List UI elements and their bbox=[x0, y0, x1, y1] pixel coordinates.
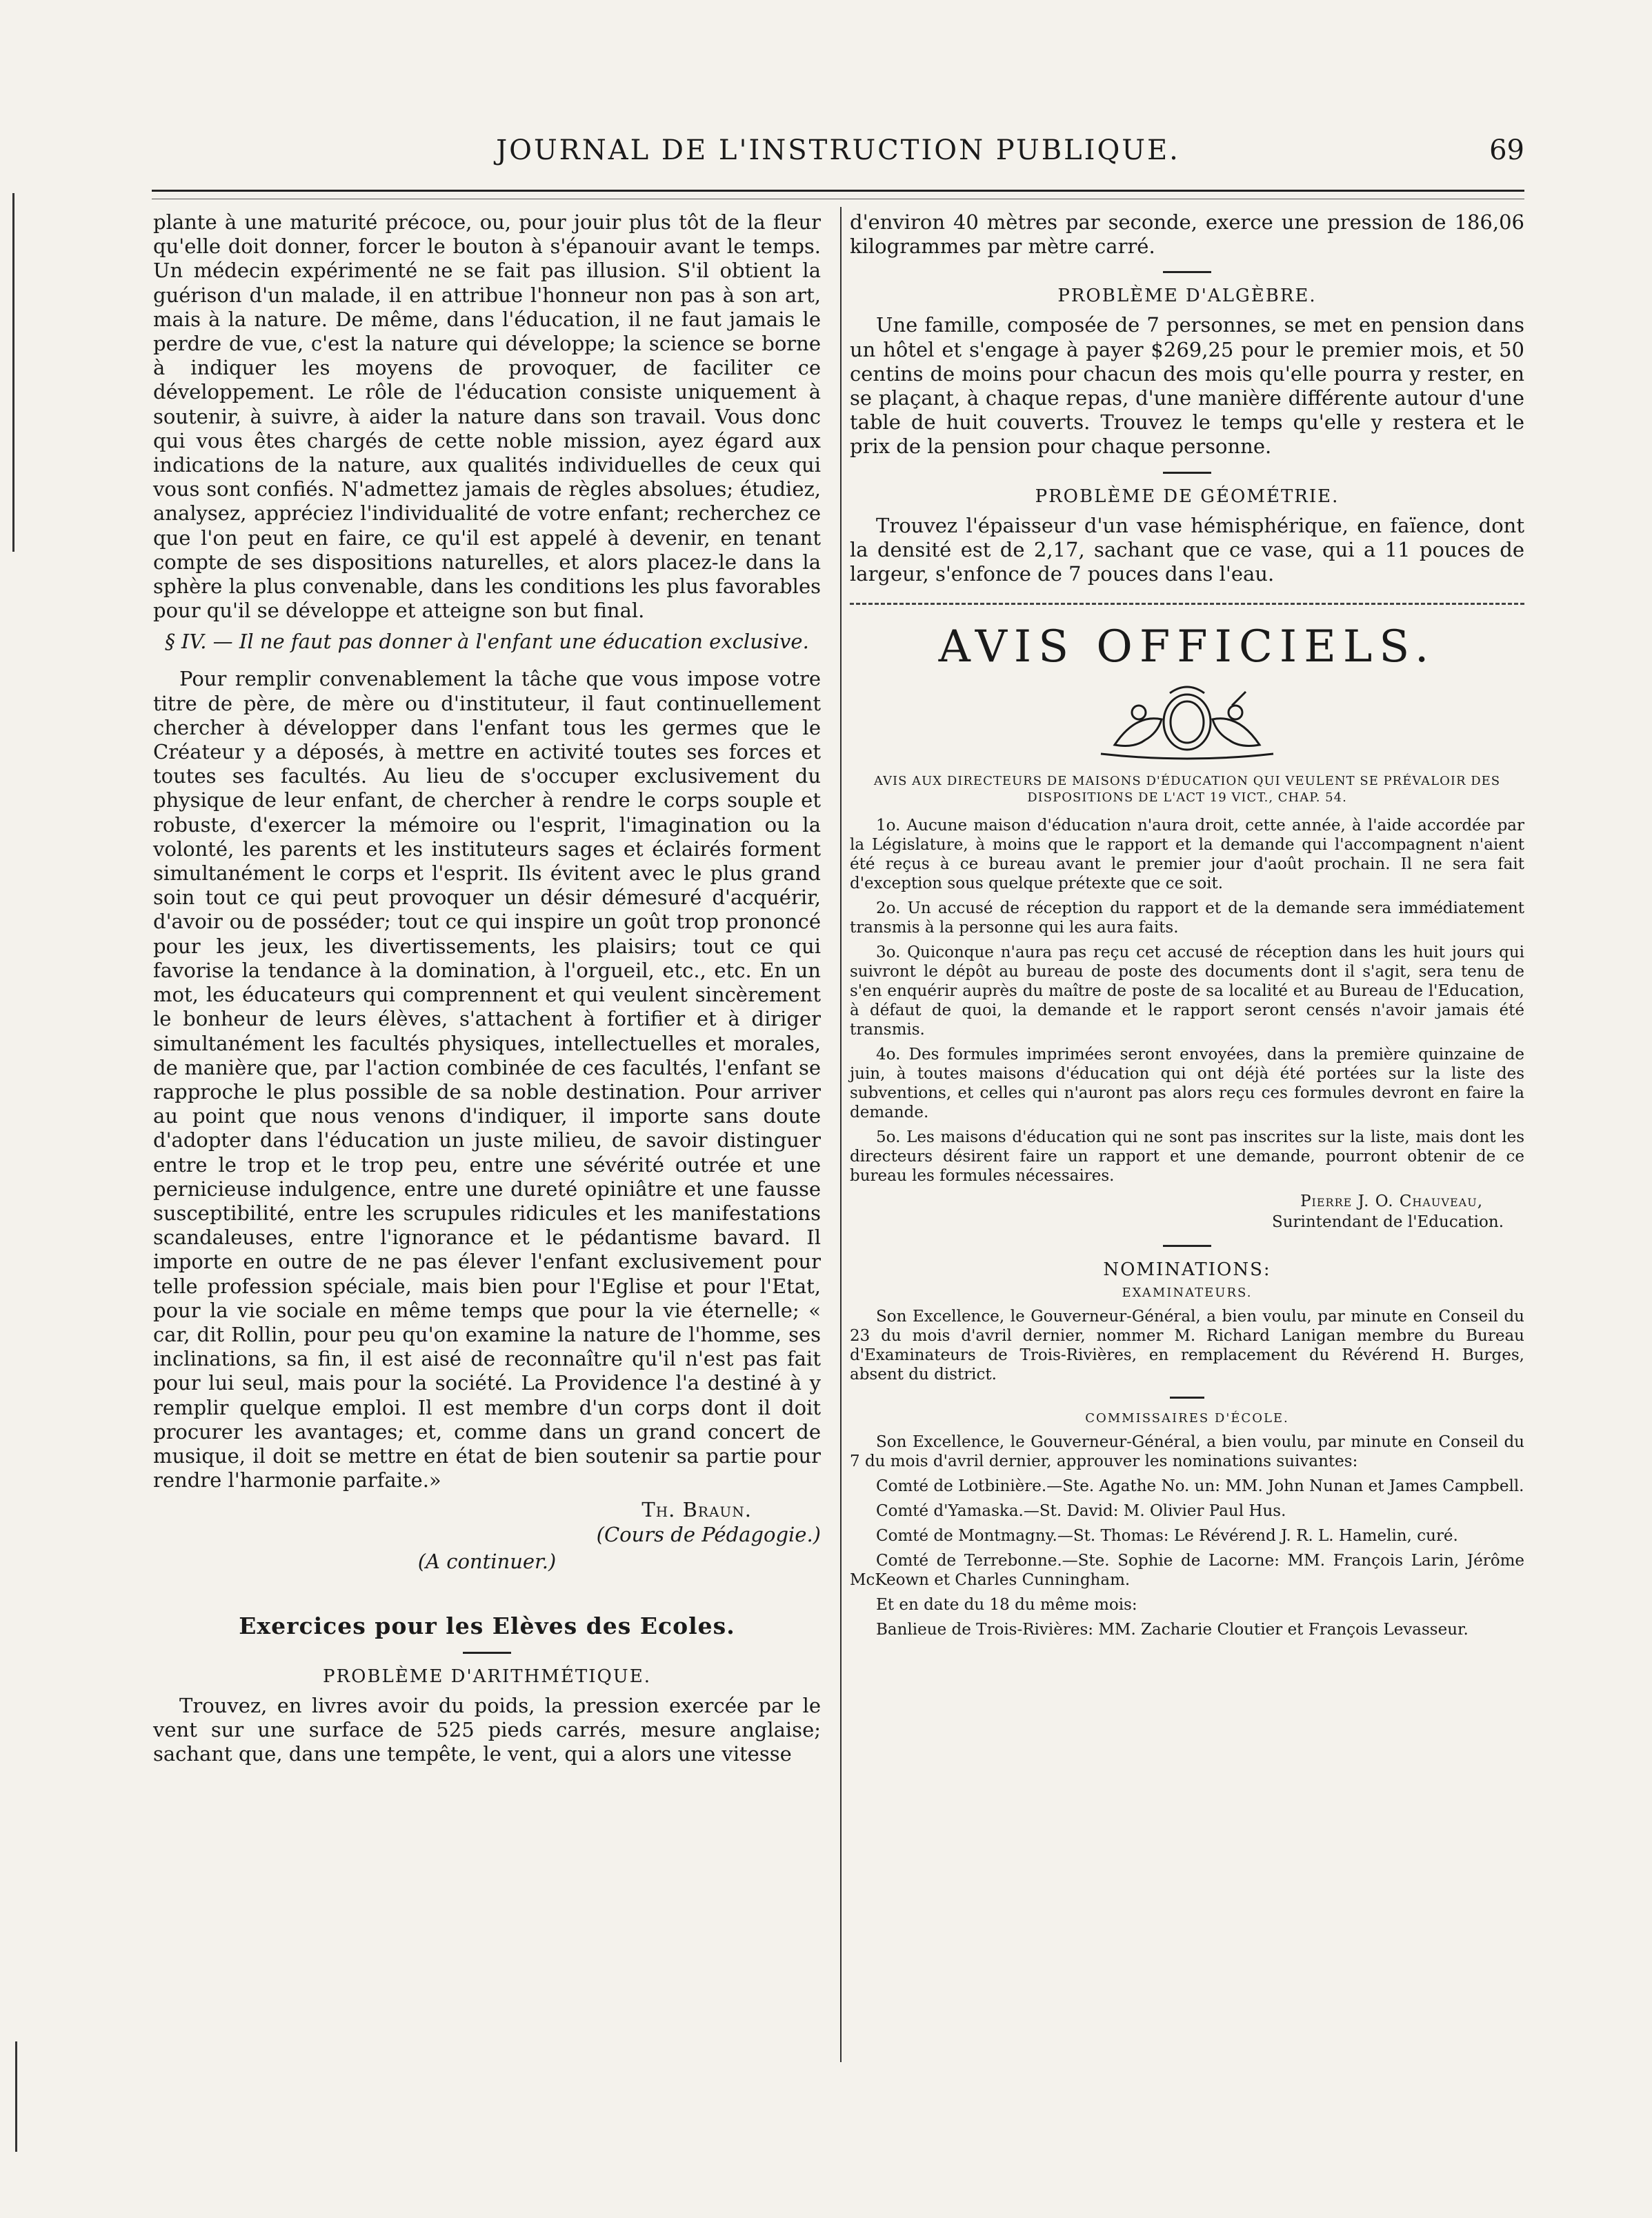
journal-title: JOURNAL DE L'INSTRUCTION PUBLIQUE. bbox=[496, 134, 1180, 166]
right-column bbox=[850, 210, 1524, 1645]
problem-text-continued: d'environ 40 mètres par seconde, exerce une pression de 186,06 kilogrammes par mètre carré. bbox=[850, 210, 1524, 259]
section-title: § IV. — Il ne faut pas donner à l'enfant une éducation exclusive. bbox=[165, 630, 809, 654]
running-header bbox=[152, 134, 1524, 176]
nomination-text: Son Excellence, le Gouverneur-Général, a bien voulu, par minute en Conseil du 23 du mois d'avril dernier, nommer M. Richard Lanigan membre du Bureau d'Examinateurs de Trois-Rivières, en remplacement du Révérend H. Burges, absent du district. bbox=[850, 1308, 1524, 1384]
nomination-item: Banlieue de Trois-Rivières: MM. Zacharie Cloutier et François Levasseur. bbox=[876, 1621, 1469, 1639]
problem-title: PROBLÈME D'ARITHMÉTIQUE. bbox=[323, 1666, 651, 1687]
exercises-title: Exercices pour les Elèves des Ecoles. bbox=[239, 1612, 735, 1639]
notice-item: 5o. Les maisons d'éducation qui ne sont pas inscrites sur la liste, mais dont les directeurs désirent faire un rapport et une demande, pourront obtenir de ce bureau les formules nécessaires. bbox=[850, 1128, 1524, 1186]
problem-text: Trouvez l'épaisseur d'un vase hémisphérique, en faïence, dont la densité est de 2,17, sachant que ce vase, qui a 11 pouces de largeur, s'enfonce de 7 pouces dans l'eau. bbox=[850, 513, 1524, 586]
signature-title: Surintendant de l'Education. bbox=[1271, 1213, 1504, 1232]
nominations-title: NOMINATIONS: bbox=[1103, 1259, 1271, 1281]
examinateurs-title: EXAMINATEURS. bbox=[1122, 1286, 1253, 1301]
avis-officiels-title: AVIS OFFICIELS. bbox=[938, 621, 1436, 673]
nomination-item: Comté de Lotbinière.—Ste. Agathe No. un: MM. John Nunan et James Campbell. bbox=[876, 1477, 1524, 1496]
date-line: Et en date du 18 du même mois: bbox=[876, 1596, 1137, 1615]
section-rule bbox=[850, 603, 1524, 605]
notice-item: 1o. Aucune maison d'éducation n'aura droit, cette année, à l'aide accordée par la Législature, à moins que le rapport et la demande qui l'accompagnent n'aient été reçus à ce bureau avant le premier jour d'août prochain. Il ne sera fait d'exception sous quelque prétexte que ce soit. bbox=[850, 817, 1524, 893]
divider bbox=[1170, 1397, 1204, 1399]
nomination-item: Comté de Montmagny.—St. Thomas: Le Révérend J. R. L. Hamelin, curé. bbox=[876, 1527, 1458, 1546]
divider bbox=[463, 1652, 511, 1654]
left-column bbox=[153, 210, 821, 1772]
page-number: 69 bbox=[1489, 134, 1524, 166]
problem-text: Trouvez, en livres avoir du poids, la pression exercée par le vent sur une surface de 525 pieds carrés, mesure anglaise; sachant que, dans une tempête, le vent, qui a alors une vitesse bbox=[153, 1693, 821, 1766]
notice-item: 4o. Des formules imprimées seront envoyées, dans la première quinzaine de juin, à toutes maisons d'éducation qui ont déjà été portées sur la liste des subventions, et celles qui n'auront pas alors reçu ces formules devront en faire la demande. bbox=[850, 1046, 1524, 1122]
divider bbox=[1163, 271, 1211, 273]
margin-mark bbox=[12, 193, 14, 552]
problem-title: PROBLÈME D'ALGÈBRE. bbox=[1057, 286, 1317, 307]
notice-item: 2o. Un accusé de réception du rapport et de la demande sera immédiatement transmis à la personne qui les aura faits. bbox=[850, 899, 1524, 937]
header-rule bbox=[152, 190, 1524, 199]
problem-title: PROBLÈME DE GÉOMÉTRIE. bbox=[1035, 486, 1340, 507]
problem-text: Une famille, composée de 7 personnes, se met en pension dans un hôtel et s'engage à payer $269,25 pour le premier mois, et 50 centins de moins pour chacun des mois qu'elle pourra y rester, en se plaçant, à chaque repas, d'une manière différente autour d'une table de huit couverts. Trouvez le temps qu'elle y restera et le prix de la pension pour chaque personne. bbox=[850, 313, 1524, 459]
commissaires-title: COMMISSAIRES D'ÉCOLE. bbox=[1085, 1411, 1289, 1426]
nomination-text: Son Excellence, le Gouverneur-Général, a bien voulu, par minute en Conseil du 7 du mois d'avril dernier, approuver les nominations suivantes: bbox=[850, 1433, 1524, 1471]
column-rule bbox=[840, 207, 842, 2062]
notice-heading: AVIS AUX DIRECTEURS DE MAISONS D'ÉDUCATION QUI VEULENT SE PRÉVALOIR DES DISPOSITIONS DE L'ACT 19 VICT., CHAP. 54. bbox=[873, 774, 1501, 806]
divider bbox=[1163, 1245, 1211, 1247]
continued-note: (A continuer.) bbox=[417, 1549, 557, 1573]
margin-mark bbox=[15, 2041, 17, 2152]
divider bbox=[1163, 472, 1211, 474]
author-name: Th. Braun. bbox=[641, 1498, 752, 1522]
paragraph: Pour remplir convenablement la tâche que vous impose votre titre de père, de mère ou d'instituteur, il faut continuellement chercher à développer dans l'enfant tous les germes que le Créateur y a déposés, à mettre en activité toutes ses forces et toutes ses facultés. Au lieu de s'occuper exclusivement du physique de leur enfant, de chercher à rendre le corps souple et robuste, d'exercer la mémoire ou l'esprit, l'imagination ou la volonté, les parents et les instituteurs sages et éclairés forment simultanément le corps et l'esprit. Ils évitent avec le plus grand soin tout ce qui peut provoquer un désir démesuré d'acquérir, d'avoir ou de posséder; tout ce qui inspire un goût trop prononcé pour les jeux, les divertissements, les plaisirs; tout ce qui favorise la tendance à la domination, à l'orgueil, etc., etc. En un mot, les éducateurs qui comprennent et qui veulent sincèrement le bonheur de leurs élèves, s'attachent à fortifier et à diriger simultanément les facultés physiques, intellectuelles et morales, de manière que, par l'action combinée de ces facultés, l'enfant se rapproche le plus possible de sa noble destination. Pour arriver au point que nous venons d'indiquer, il importe sans doute d'adopter dans l'éducation un juste milieu, de savoir distinguer entre le trop et le trop peu, entre une sévérité outrée et une pernicieuse indulgence, entre une dureté opiniâtre et une fausse susceptibilité, entre les scrupules ridicules et les manifestations scandaleuses, entre l'ignorance et le pédantisme bavard. Il importe en outre de ne pas élever l'enfant exclusivement pour telle profession spéciale, mais bien pour l'Eglise et pour l'Etat, pour la vie sociale en même temps que pour la vie éternelle; « car, dit Rollin, pour peu qu'on examine la nature de l'homme, ses inclinations, sa fin, il est aisé de reconnaître qu'il n'est pas fait pour lui seul, mais pour la société. La Providence l'a destiné à y remplir quelque emploi. Il est membre d'un corps dont il doit procurer les avantages; et, comme dans un grand concert de musique, il doit se mettre en état de bien soutenir sa partie pour rendre l'harmonie parfaite.» bbox=[153, 667, 821, 1492]
signature-name: Pierre J. O. Chauveau, bbox=[1300, 1192, 1483, 1211]
nomination-item: Comté d'Yamaska.—St. David: M. Olivier Paul Hus. bbox=[876, 1502, 1286, 1521]
paragraph: plante à une maturité précoce, ou, pour jouir plus tôt de la fleur qu'elle doit donner, forcer le bouton à s'épanouir avant le temps. Un médecin expérimenté ne se fait pas illusion. S'il obtient la guérison d'un malade, il en attribue l'honneur non pas à son art, mais à la nature. De même, dans l'éducation, il ne faut jamais le perdre de vue, c'est la nature qui développe; la science se borne à indiquer les moyens de provoquer, de faciliter ce développement. Le rôle de l'éducation consiste uniquement à soutenir, à suivre, à aider la nature dans son travail. Vous donc qui vous êtes chargés de cette noble mission, ayez égard aux indications de la nature, aux qualités individuelles de ceux qui vous sont confiés. N'admettez jamais de règles absolues; étudiez, analysez, appréciez l'individualité de votre enfant; recherchez ce que l'on peut en faire, ce qu'il est appelé à devenir, en tenant compte de ses dispositions naturelles, et alors placez-le dans la sphère la plus convenable, dans les conditions les plus favorables pour qu'il se développe et atteigne son but final. bbox=[153, 210, 821, 623]
nomination-item: Comté de Terrebonne.—Ste. Sophie de Lacorne: MM. François Larin, Jérôme McKeown et Charles Cunningham. bbox=[850, 1552, 1524, 1590]
source-citation: (Cours de Pédagogie.) bbox=[596, 1522, 821, 1546]
notice-item: 3o. Quiconque n'aura pas reçu cet accusé de réception dans les huit jours qui suivront le dépôt au bureau de poste des documents dont il s'agit, sera tenu de s'en enquérir auprès du maître de poste de sa localité et au Bureau de l'Education, à défaut de quoi, la demande et le rapport seront censés n'avoir jamais été transmis. bbox=[850, 943, 1524, 1039]
royal-arms-icon bbox=[1073, 679, 1301, 762]
